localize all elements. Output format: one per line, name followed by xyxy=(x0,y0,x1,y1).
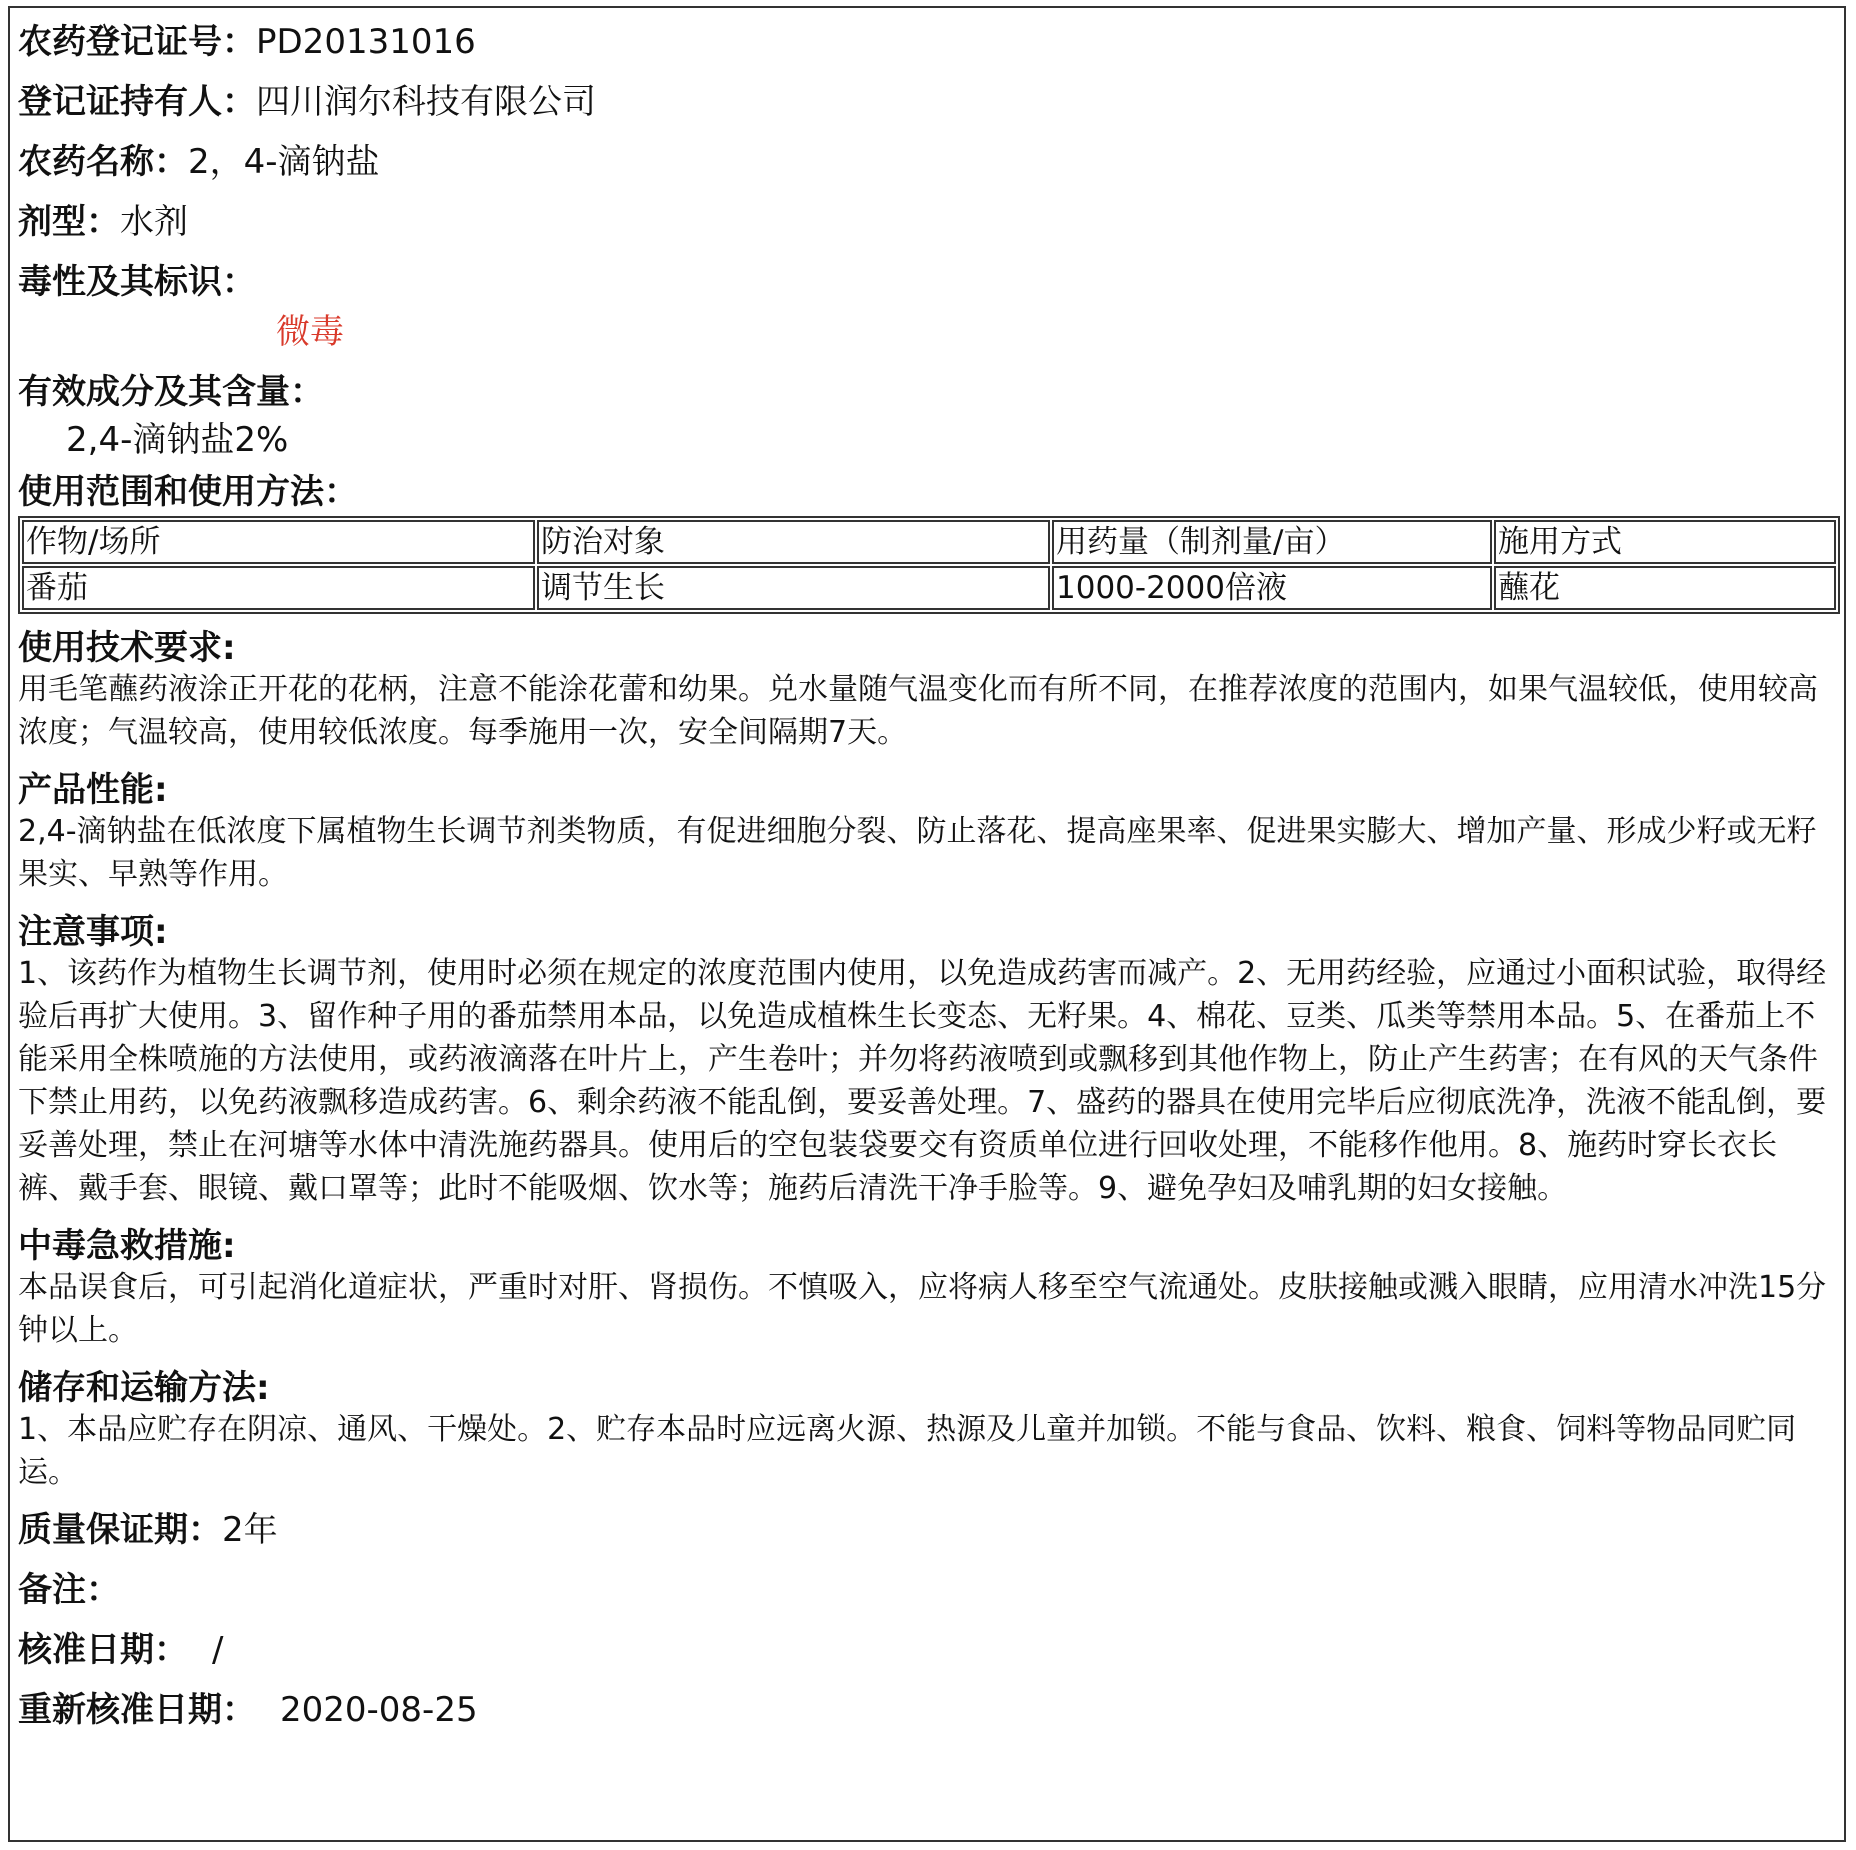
formulation-label: 剂型： xyxy=(18,202,120,242)
tech-requirements-text: 用毛笔蘸药液涂正开花的花柄，注意不能涂花蕾和幼果。兑水量随气温变化而有所不同，在推荐浓度的范围内，如果气温较低，使用较高浓度；气温较高，使用较低浓度。每季施用一次，安全间隔期7天。 xyxy=(18,672,1818,750)
usage-cell-method: 蘸花 xyxy=(1494,566,1836,610)
precautions-label: 注意事项: xyxy=(18,912,168,952)
registration-no-row xyxy=(18,22,1836,62)
usage-header-crop: 作物/场所 xyxy=(22,520,535,564)
remarks-label: 备注： xyxy=(18,1570,120,1610)
registration-no-label: 农药登记证号： xyxy=(18,22,256,62)
precautions-text: 1、该药作为植物生长调节剂，使用时必须在规定的浓度范围内使用，以免造成药害而减产。2、无用药经验，应通过小面积试验，取得经验后再扩大使用。3、留作种子用的番茄禁用本品，以免造成植株生长变态、无籽果。4、棉花、豆类、瓜类等禁用本品。5、在番茄上不能采用全株喷施的方法使用，或药液滴落在叶片上，产生卷叶；并勿将药液喷到或飘移到其他作物上，防止产生药害；在有风的天气条件下禁止用药，以免药液飘移造成药害。6、剩余药液不能乱倒，要妥善处理。7、盛药的器具在使用完毕后应彻底洗净，洗液不能乱倒，要妥善处理，禁止在河塘等水体中清洗施药器具。使用后的空包装袋要交有资质单位进行回收处理，不能移作他用。8、施药时穿长衣长裤、戴手套、眼镜、戴口罩等；此时不能吸烟、饮水等；施药后清洗干净手脸等。9、避免孕妇及哺乳期的妇女接触。 xyxy=(18,956,1827,1206)
usage-header-method: 施用方式 xyxy=(1494,520,1836,564)
storage-text: 1、本品应贮存在阴凉、通风、干燥处。2、贮存本品时应远离火源、热源及儿童并加锁。不能与食品、饮料、粮食、饲料等物品同贮同运。 xyxy=(18,1412,1797,1490)
usage-table xyxy=(18,516,1840,614)
approval-date-label: 核准日期： xyxy=(18,1630,188,1670)
formulation-row xyxy=(18,202,1836,242)
shelf-life-row xyxy=(18,1510,1836,1550)
pesticide-name-value: 2，4-滴钠盐 xyxy=(188,142,380,182)
pesticide-name-label: 农药名称： xyxy=(18,142,188,182)
tech-requirements-label: 使用技术要求: xyxy=(18,628,236,668)
ingredient-label: 有效成分及其含量： xyxy=(18,372,324,412)
usage-header-target: 防治对象 xyxy=(537,520,1050,564)
holder-row xyxy=(18,82,1836,122)
remarks-row xyxy=(18,1570,1836,1610)
usage-cell-crop: 番茄 xyxy=(22,566,535,610)
usage-header-dosage: 用药量（制剂量/亩） xyxy=(1052,520,1492,564)
reapproval-date-row xyxy=(18,1690,1836,1730)
reapproval-date-label: 重新核准日期： xyxy=(18,1690,256,1730)
pesticide-name-row xyxy=(18,142,1836,182)
first-aid-text: 本品误食后，可引起消化道症状，严重时对肝、肾损伤。不慎吸入，应将病人移至空气流通处。皮肤接触或溅入眼睛，应用清水冲洗15分钟以上。 xyxy=(18,1270,1827,1348)
registration-no-value: PD20131016 xyxy=(256,22,476,62)
shelf-life-label: 质量保证期： xyxy=(18,1510,222,1550)
table-row xyxy=(22,566,1836,610)
ingredient-value: 2,4-滴钠盐2% xyxy=(66,420,289,460)
shelf-life-value: 2年 xyxy=(222,1510,278,1550)
performance-label: 产品性能: xyxy=(18,770,168,810)
storage-label: 储存和运输方法: xyxy=(18,1368,270,1408)
first-aid-label: 中毒急救措施: xyxy=(18,1226,236,1266)
performance-text: 2,4-滴钠盐在低浓度下属植物生长调节剂类物质，有促进细胞分裂、防止落花、提高座果率、促进果实膨大、增加产量、形成少籽或无籽果实、早熟等作用。 xyxy=(18,814,1817,892)
toxicity-value: 微毒 xyxy=(276,312,344,352)
approval-date-value: / xyxy=(212,1630,224,1670)
formulation-value: 水剂 xyxy=(120,202,188,242)
usage-cell-target: 调节生长 xyxy=(537,566,1050,610)
reapproval-date-value: 2020-08-25 xyxy=(280,1690,478,1730)
usage-label: 使用范围和使用方法： xyxy=(18,472,358,512)
holder-label: 登记证持有人： xyxy=(18,82,256,122)
usage-table-header xyxy=(22,520,1836,564)
holder-value: 四川润尔科技有限公司 xyxy=(256,82,596,122)
approval-date-row xyxy=(18,1630,1836,1670)
usage-cell-dosage: 1000-2000倍液 xyxy=(1052,566,1492,610)
toxicity-label: 毒性及其标识： xyxy=(18,262,256,302)
pesticide-registration-record xyxy=(8,6,1846,1842)
